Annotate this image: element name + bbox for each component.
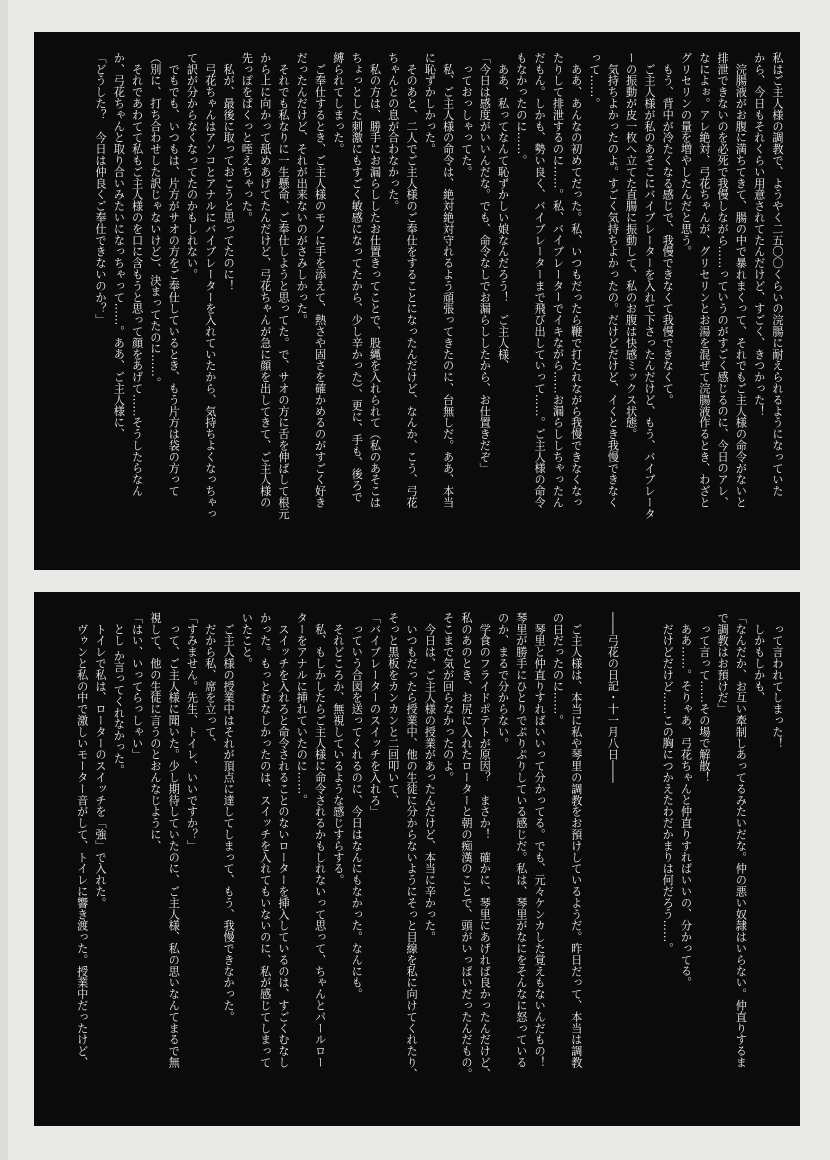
text-column-line: [640, 612, 658, 1106]
text-column-line: グリセリンの量を増やしたんだと思う。: [679, 52, 693, 258]
text-column-line: それどころか、無視しているような感じすらする。: [331, 612, 345, 886]
text-column-line: 私、ご主人様の命令は、絶対絶対守れるよう頑張ってきたのに、台無しだ。ああ、本当: [441, 52, 455, 508]
text-column-line: 「バイブレーターのスイッチを入れろ」: [368, 612, 382, 818]
text-column-line: そっと黒板をカンカンと二回叩いて、: [386, 612, 400, 806]
text-column-line: っておっしゃってた。: [459, 52, 473, 178]
text-column-line: 「どうした？ 今日は仲良くご奉仕できないのか？」: [94, 52, 108, 326]
text-column-line: たりして排泄するのに……。私、バイブレーターでイキながら……お漏らししちゃったん: [551, 52, 565, 508]
text-column-line: っていう合図を送ってくれるのに、今日はなんにもなかった。なんにも。: [350, 612, 364, 1000]
text-column-line: 「なんだか、お互い牽制しあってるみたいだな。仲の悪い奴隷はいらない。仲直りするま: [734, 612, 748, 1068]
text-column-line: ご主人様が私のあそこにバイブレーターを入れて下さったんだけど、もう、バイブレータ: [642, 52, 656, 520]
text-column-line: 私の方は、勝手にお漏らししたお仕置きってことで、股縄を入れられて（私のあそこは: [368, 52, 382, 508]
text-column-line: って言われてしまった！: [771, 612, 784, 749]
text-column-line: 排泄できないのを必死で我慢しながら……っていうのがすごく感じるのに、今日のアレ、: [716, 52, 730, 508]
text-column-line: 視して、他の生徒に言うのとおんなじように、: [148, 612, 162, 852]
text-column-line: ご主人様の授業中はそれが頂点に達してしまって、もう、我慢できなかった。: [222, 612, 236, 1023]
text-column-line: ご奉仕するとき、ご主人様のモノに手を添えて、熱さや固さを確かめるのがすごく好き: [313, 52, 327, 508]
text-column-line: ああ、あんなの初めてだった。私、いつもだったら鞭で打たれながら我慢できなくなっ: [569, 52, 583, 508]
text-column-line: それであわてて私もご主人様のを口に含もうと思って顔をあげて……そうしたらなん: [130, 52, 144, 497]
text-column-line: 縛られてしまった。: [331, 52, 345, 155]
text-column-line: から、今日もそれくらい用意されてたんだけど、すごく、きつかった！: [752, 52, 766, 417]
text-column-line: の日だったのに……。: [551, 612, 565, 726]
text-column-line: のか、まるで分からない。: [496, 612, 510, 749]
text-column-line: ――弓花の日記・十一月八日――: [606, 612, 620, 783]
text-column-line: いつもだったら授業中、他の生徒に分からないようにそっと目線を私に向けてくれたり、: [405, 612, 419, 1080]
text-column-line: って……。: [588, 52, 602, 109]
text-column-line: 私のあのとき、お尻に入れたローターと朝の痴漢のことで、頭がいっぱいだったんだもの。: [459, 612, 473, 1080]
text-column-line: ーの振動が皮一枚へ立てた直腸に振動して、私のお腹は快感ミックス状態。: [624, 52, 638, 440]
text-column-line: ちゃんとの息が合わなかった。: [386, 52, 400, 212]
scan-edge-shadow: [0, 0, 8, 1160]
text-column-line: 「はい、いってらっしゃい」: [130, 612, 144, 761]
text-column-line: だったんだけど、それが出来ないのがさみしかった。: [295, 52, 309, 326]
text-column-line: [585, 612, 603, 1106]
text-column-line: から上に向かって舐めあげてたんだけど、弓花ちゃんが急に顔を出してきて、ご主人様の: [258, 52, 272, 508]
top-panel-vertical-text: [91, 52, 786, 550]
text-column-line: ヴゥンと私の中で激しいモーター音がして、トイレに響き渡った。授業中だったけど、: [75, 612, 89, 1068]
text-column-line: そのあと、二人でご主人様のご奉仕をすることになったんだけど、なんか、こう、弓花: [405, 52, 419, 508]
text-column-line: スイッチを入れろと命令されることのないローターを挿入しているのは、すごくむなし: [276, 612, 290, 1068]
text-column-line: で調教はお預けだ」: [716, 612, 730, 715]
text-column-line: それでも私なりに一生懸命、ご奉仕しようと思ってた。で、サオの方に舌を伸ばして根元: [276, 52, 290, 520]
text-column-line: に恥ずかしかった。: [423, 52, 437, 155]
text-column-line: って言って……その場で解散！: [697, 612, 711, 783]
text-column-line: でもでも、いつもは、片方がサオの方をご奉仕しているとき、もう片方は袋の方って: [167, 52, 181, 497]
text-column-line: 琴里が勝手にひとりでぷりぷりしている感じだ。私は、琴里がなにをそんなに怒っている: [514, 612, 528, 1068]
text-column-line: 学食のフライドポテトが原因？ まさか！ 確かに、琴里にあげれば良かったんだけど、: [478, 612, 492, 1080]
text-column-line: 私、もしかしたらご主人様に命令されるかもしれないって思って、ちゃんとパールロー: [313, 612, 327, 1068]
text-column-line: 琴里と仲直りすればいいって分かってる。でも、元々ケンカした覚えもないんだもの！: [533, 612, 547, 1068]
text-column-line: だもん。しかも、勢い良く、バイブレーターまで飛び出していって……。ご主人様の命令: [533, 52, 547, 508]
text-column-line: もなかったのに……。: [514, 52, 528, 166]
text-column-line: もう、背中が冷たくなる感じで、我慢できなくて我慢できなくて。: [661, 52, 675, 406]
text-column-line: ああ、私ってなんて恥ずかしい娘なんだろう！ ご主人様、: [496, 52, 510, 372]
text-column-line: て訳が分からなくなってたのかもしれない。: [185, 52, 199, 280]
text-column-line: 先っぽをぱくっと咥えちゃった。: [240, 52, 254, 223]
bottom-text-panel: [34, 592, 800, 1126]
text-column-line: 今日は、ご主人様の授業があったんだけど、本当に辛かった。: [423, 612, 437, 943]
text-column-line: 「すみません。先生、トイレ、いいですか？」: [185, 612, 199, 852]
text-column-line: そこまで気が回らなかったのよ。: [441, 612, 455, 783]
text-column-line: って、ご主人様に聞いた。少し期待していたのに、ご主人様、私の思いなんてまるで無: [167, 612, 181, 1068]
text-column-line: 浣腸液がお腹に満ちてきて、腸の中で暴れまくって、それでもご主人様の命令がないと: [734, 52, 748, 508]
text-column-line: 私はご主人様の調教で、ようやく二五〇〇くらいの浣腸に耐えられるようになっていた: [771, 52, 784, 497]
text-column-line: 弓花ちゃんはアソコとアナルにバイブレーターを入れていたから、気持ちよくなっちゃっ: [203, 52, 217, 520]
text-column-line: ターをアナルに挿れていたのに……。: [295, 612, 309, 806]
text-column-line: 気持ちよかったのよ。すごく気持ちよかったの。だけどだけど、イくとき我慢できなく: [606, 52, 620, 508]
text-column-line: か、弓花ちゃんと取り合いみたいになっちゃって……。ああ、ご主人様に、: [112, 52, 126, 440]
text-column-line: （別に、打ち合わせした訳じゃないけど）、決まってたのに……。: [148, 52, 162, 389]
bottom-panel-vertical-text: [72, 612, 786, 1106]
text-column-line: しかもしかも、: [752, 612, 766, 704]
text-column-line: だから私、席を立って、: [203, 612, 217, 749]
text-column-line: 私が、最後に取っておこうと思ってたのに！: [222, 52, 236, 292]
text-column-line: とし か言ってくれなかった。: [112, 612, 126, 776]
text-column-line: かった。もっとむなしかったのは、スイッチを入れてもいないのに、私が感じてしまって: [258, 612, 272, 1068]
text-column-line: ああ……。そりゃあ、弓花ちゃんと仲直りすればいいの、分かってる。: [679, 612, 693, 989]
text-column-line: だけどだけど……この胸につかえたわだかまりは何だろう……。: [661, 612, 675, 954]
text-column-line: ちょっとした刺激にもすごく敏感になってたから、少し辛かった）、更に、手も、後ろで: [350, 52, 364, 503]
text-column-line: [621, 612, 639, 1106]
top-text-panel: [34, 32, 800, 570]
text-column-line: トイレで私は、ローターのスイッチを「強」で入れた。: [94, 612, 108, 909]
text-column-line: なによぉ。アレ絶対、弓花ちゃんが、グリセリンとお湯を混ぜて浣腸液作るとき、わざと: [697, 52, 711, 508]
text-column-line: ご主人様は、本当に私や琴里の調教をお預けしているようだ。昨日だって、本当は調教: [569, 612, 583, 1068]
text-column-line: いたこと。: [240, 612, 254, 669]
text-column-line: 「今日は感度がいいんだな。でも、命令なしでお漏らししたから、お仕置きだぞ」: [478, 52, 492, 474]
